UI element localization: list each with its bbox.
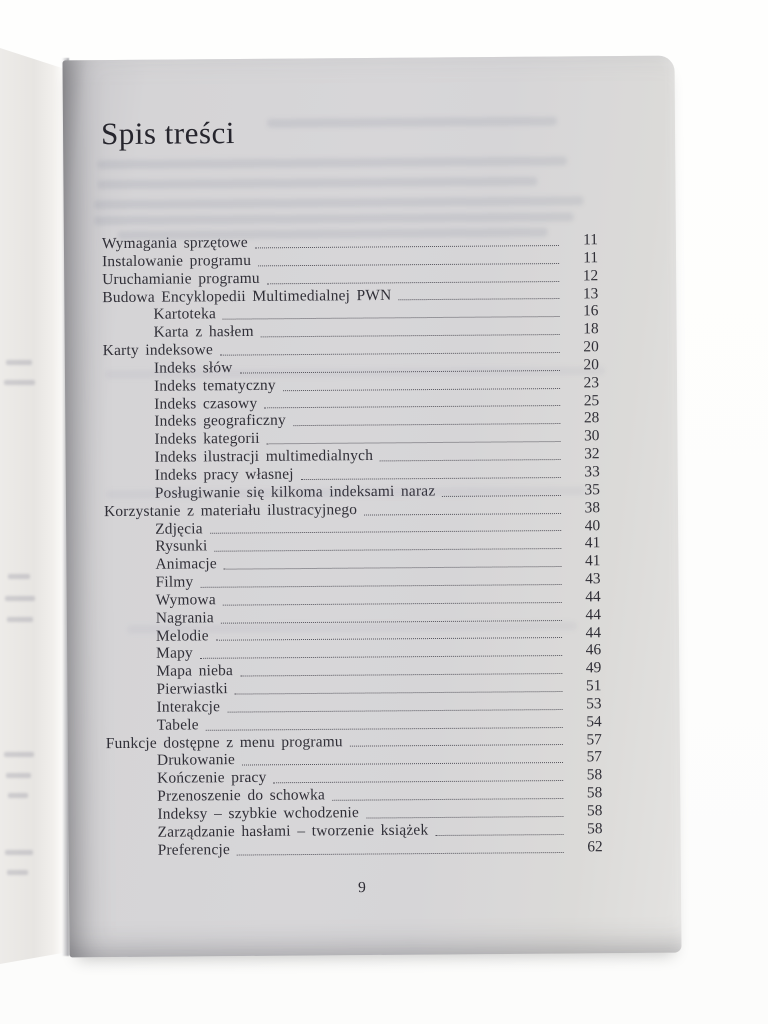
toc-entry-label: Melodie [155,626,209,645]
left-page-text-mark [7,617,33,622]
bleedthrough-text [94,212,574,225]
left-page-text-mark [5,850,33,855]
toc-entry-page: 11 [583,249,599,267]
dot-leader [240,673,562,677]
toc-entry-label: Nagrania [155,608,214,627]
toc-entry-page: 58 [587,820,603,838]
toc-entry-label: Posługiwanie się kilkoma indeksami naraz [154,482,436,502]
toc-entry-page: 44 [585,623,602,641]
toc-entry-page: 41 [584,552,601,570]
bleedthrough-text [97,177,537,189]
toc-entry-label: Rysunki [155,537,208,556]
toc-entry-page: 54 [586,712,602,731]
dot-leader [235,691,563,695]
toc-entry-label: Instalowanie programu [102,251,252,270]
toc-entry-page: 20 [583,338,599,356]
left-page-text-mark [7,870,28,875]
toc-entry-page: 12 [582,266,599,285]
dot-leader [273,780,563,783]
toc-entry-label: Funkcje dostępne z menu programu [105,732,343,752]
toc-entry-label: Wymagania sprzętowe [101,233,248,253]
toc-entry-page: 35 [584,481,600,499]
left-page-text-mark [6,773,31,778]
toc-entry-label: Tabele [156,716,199,734]
toc-entry-page: 38 [584,498,601,516]
toc-entry-page: 46 [585,641,602,659]
toc-list [102,231,603,859]
dot-leader [293,423,560,426]
dot-leader [214,548,561,552]
toc-entry-label: Karta z hasłem [153,323,254,341]
toc-entry-label: Indeks pracy własnej [154,465,294,484]
dot-leader [210,530,561,534]
dot-leader [366,816,563,819]
bleedthrough-text [94,196,584,209]
dot-leader [283,388,560,391]
dot-leader [364,513,561,516]
toc-entry-page: 62 [587,837,603,856]
toc-entry-label: Preferencje [157,840,231,859]
toc-entry-page: 23 [583,373,600,392]
toc-entry-page: 49 [585,659,602,677]
dot-leader [258,263,559,266]
toc-entry-page: 33 [584,463,600,481]
toc-entry-page: 20 [583,356,599,374]
dot-leader [242,762,563,766]
dot-leader [216,637,562,641]
book-page [62,56,681,958]
toc-entry-label: Indeksy – szybkie wchodzenie [157,804,360,823]
toc-entry-label: Uruchamianie programu [102,269,260,288]
toc-entry-page: 40 [584,516,601,534]
toc-entry-label: Indeks ilustracji multimedialnych [154,447,374,466]
toc-entry-page: 51 [585,677,602,695]
dot-leader [267,441,561,444]
toc-entry-label: Budowa Encyklopedii Multimedialnej PWN [102,286,392,306]
toc-entry-label: Indeks geograficzny [154,412,286,431]
toc-entry-label: Indeks tematyczny [153,376,276,395]
toc-entry-page: 30 [583,427,600,445]
page-number: 9 [358,878,366,896]
left-page-text-mark [8,574,30,579]
toc-entry-page: 13 [582,284,599,302]
dot-leader [332,798,563,801]
toc-entry-page: 11 [583,231,598,249]
toc-entry-label: Indeks kategorii [154,430,260,448]
toc-entry-label: Zdjęcia [155,519,203,538]
left-page-text-mark [4,380,35,385]
toc-entry-label: Karty indeksowe [102,341,214,360]
dot-leader [237,852,564,856]
toc-entry-page: 16 [583,302,599,320]
toc-entry-page: 58 [586,766,603,784]
dot-leader [200,584,561,588]
dot-leader [223,602,562,606]
toc-entry-page: 57 [586,748,603,766]
dot-leader [255,245,559,248]
toc-entry-label: Pierwiastki [156,680,228,698]
toc-entry-page: 41 [584,534,601,552]
dot-leader [227,709,562,713]
dot-leader [267,281,559,284]
toc-entry-page: 18 [583,320,599,338]
toc-entry-label: Animacje [155,555,217,573]
toc-entry-label: Korzystanie z materiału ilustracyjnego [103,500,358,520]
left-page-text-mark [6,360,32,365]
dot-leader [220,352,560,356]
left-page-text-mark [5,596,35,601]
toc-entry-label: Kończenie pracy [157,769,267,788]
bleedthrough-text [97,156,567,169]
toc-entry [107,838,603,860]
left-page-text-mark [4,752,34,757]
dot-leader [223,316,560,320]
page-title: Spis treści [100,115,236,152]
toc-entry-page: 53 [586,695,602,713]
dot-leader [261,334,560,337]
toc-entry-page: 58 [586,802,603,820]
dot-leader [264,405,560,408]
toc-entry-page: 57 [586,730,602,748]
toc-entry-page: 32 [584,445,600,463]
dot-leader [301,477,561,480]
toc-entry-label: Indeks słów [153,358,233,377]
dot-leader [435,834,563,836]
toc-entry-page: 44 [585,588,601,606]
toc-entry-page: 44 [585,605,601,624]
dot-leader [380,459,561,461]
left-page-text-mark [8,793,28,798]
toc-entry-label: Mapa nieba [156,662,234,680]
toc-entry-label: Zarządzanie hasłami – tworzenie książek [157,821,429,841]
toc-entry-label: Mapy [156,644,193,663]
toc-entry-label: Wymowa [155,591,216,609]
left-page-edge [0,46,68,968]
dot-leader [200,655,562,659]
dot-leader [224,566,562,570]
toc-entry-label: Drukowanie [156,751,236,770]
toc-entry-label: Filmy [155,573,194,591]
toc-entry-page: 28 [583,409,600,427]
dot-leader [206,727,563,731]
dot-leader [398,298,559,300]
toc-entry-page: 25 [583,391,600,409]
toc-entry-label: Przenoszenie do schowka [157,786,326,805]
toc-entry-label: Interakcje [156,698,221,716]
toc-entry-page: 43 [585,570,601,588]
dot-leader [350,744,563,747]
toc-entry-page: 58 [586,784,603,802]
toc-entry-label: Kartoteka [153,305,217,324]
dot-leader [442,495,561,497]
toc-entry-label: Indeks czasowy [154,394,258,413]
